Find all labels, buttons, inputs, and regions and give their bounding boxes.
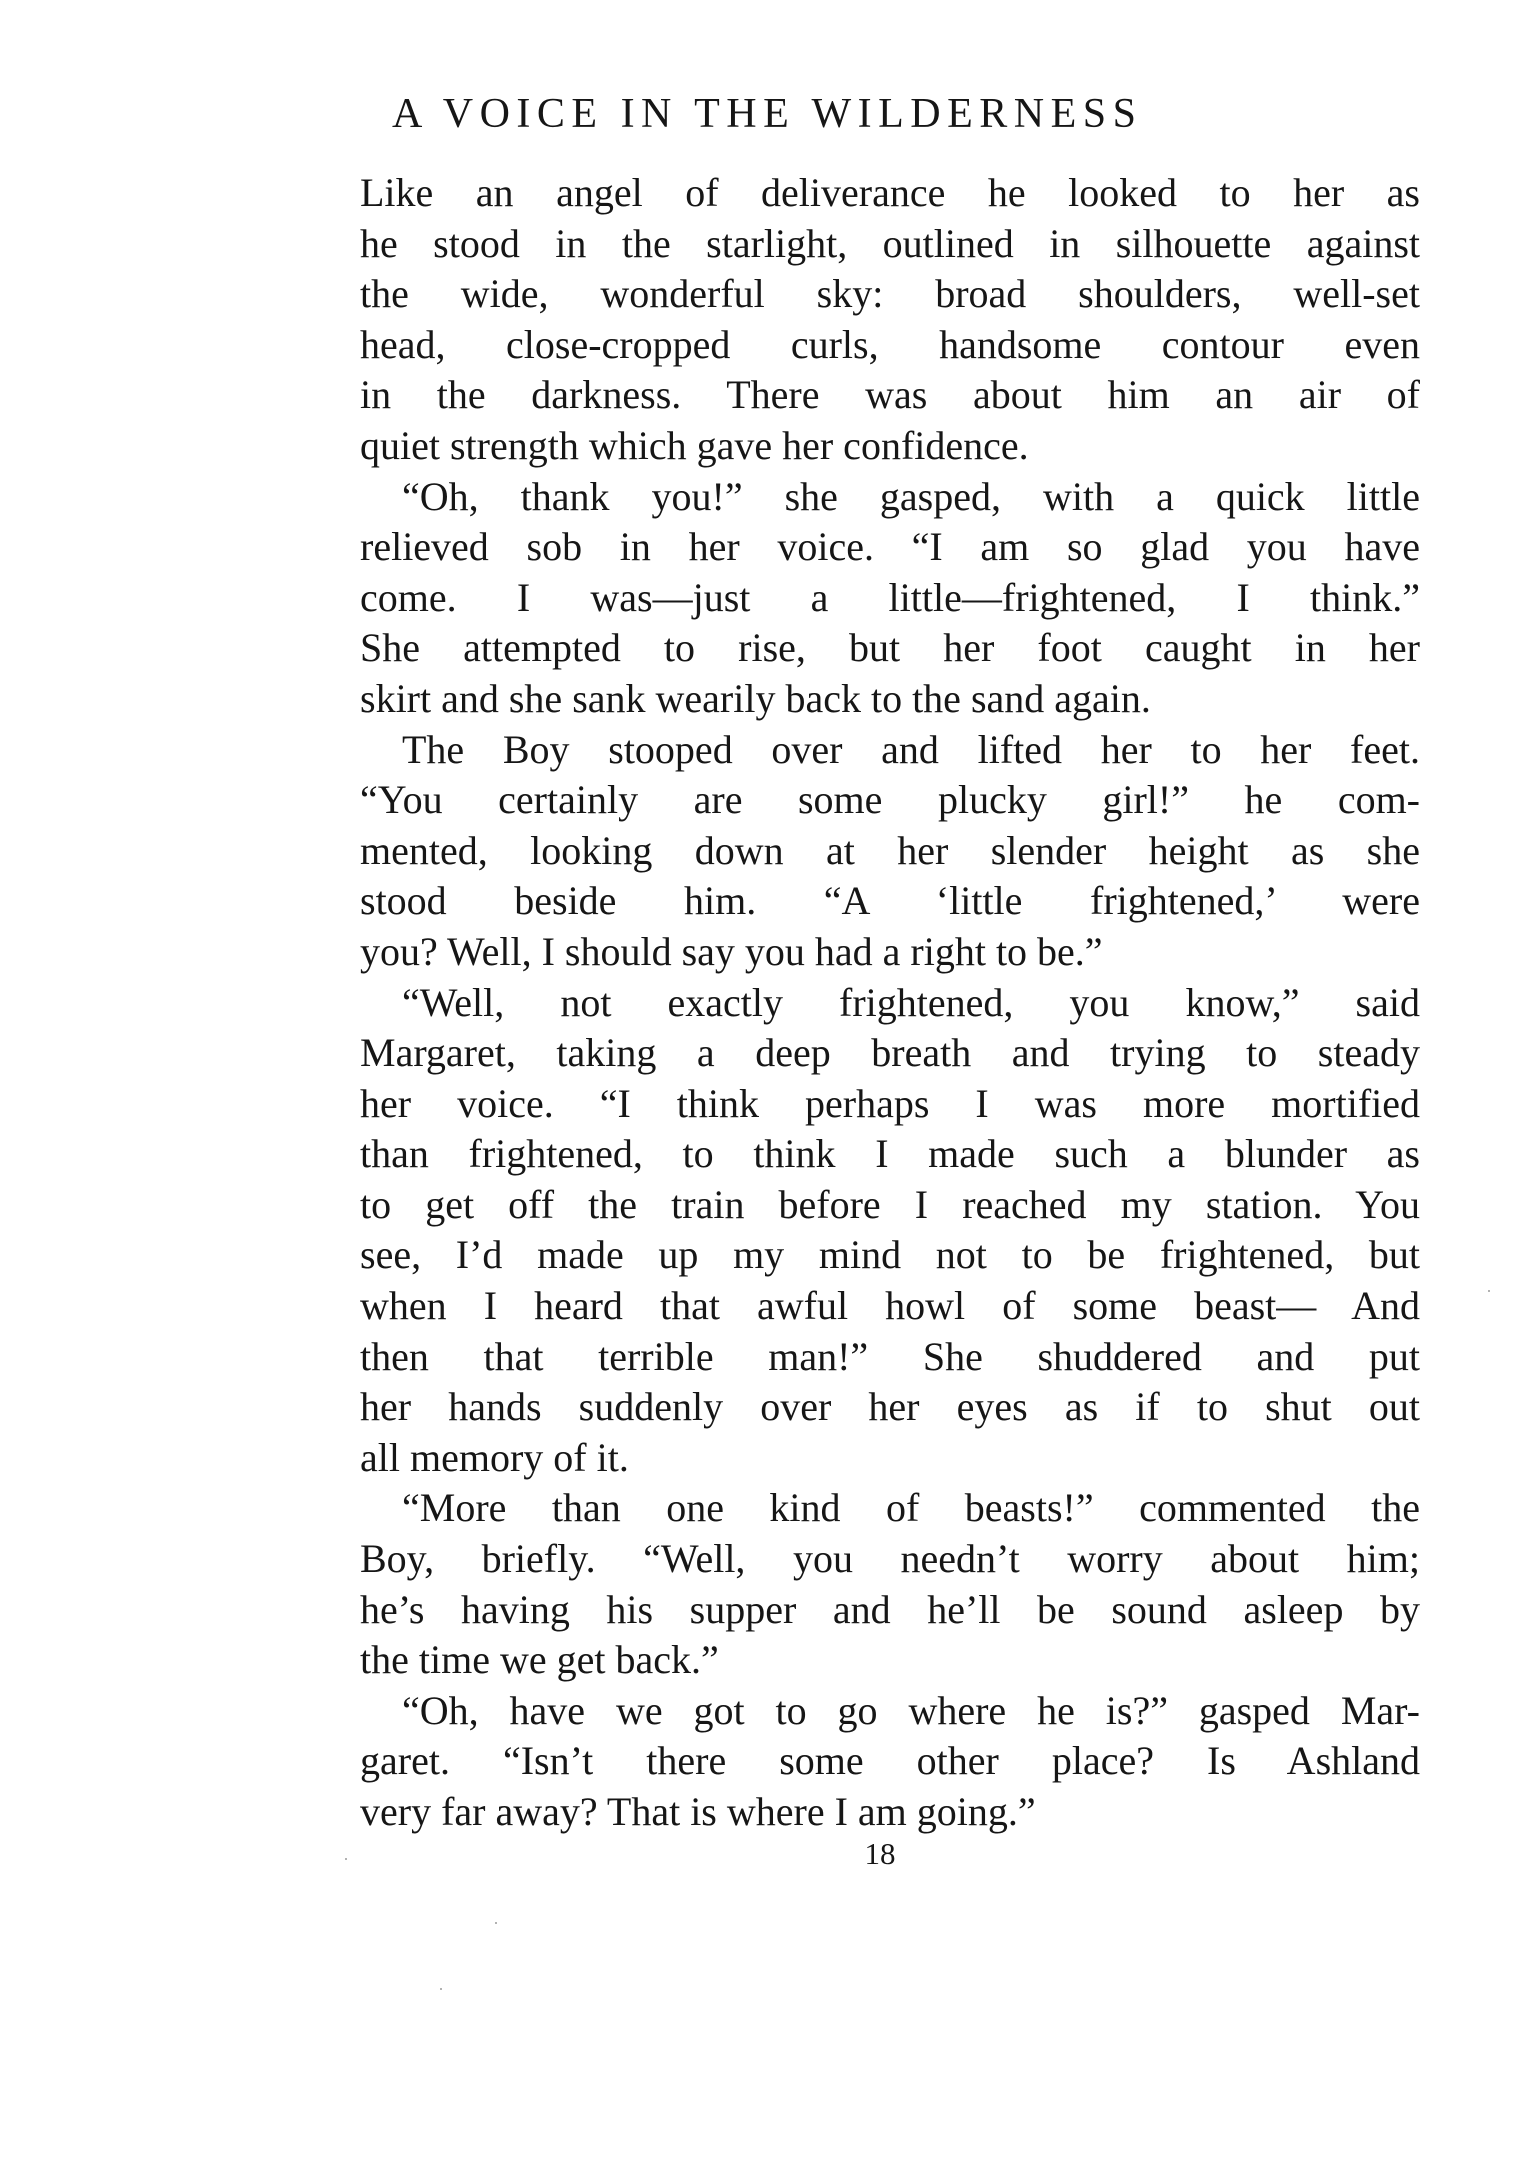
- text-line: come. I was—just a little—frightened, I think.”: [360, 574, 1420, 620]
- text-line: head, close-cropped curls, handsome contour even: [360, 321, 1420, 367]
- text-line: garet. “Isn’t there some other place? Is Ashland: [360, 1738, 1420, 1784]
- text-line: relieved sob in her voice. “I am so glad you have: [360, 524, 1420, 570]
- paragraph: [360, 978, 1420, 1484]
- paragraph: [360, 168, 1420, 472]
- text-line: in the darkness. There was about him an air of: [360, 372, 1420, 418]
- paragraph: [360, 1686, 1420, 1838]
- running-head: A VOICE IN THE WILDERNESS: [392, 91, 1143, 137]
- text-line: The Boy stooped over and lifted her to her feet.: [402, 726, 1420, 772]
- text-line: than frightened, to think I made such a blunder as: [360, 1131, 1420, 1177]
- paragraph: [360, 472, 1420, 725]
- text-line: to get off the train before I reached my station. You: [360, 1181, 1420, 1227]
- text-line: then that terrible man!” She shuddered and put: [360, 1333, 1420, 1379]
- text-line: She attempted to rise, but her foot caught in her: [360, 625, 1420, 671]
- text-line: very far away? That is where I am going.”: [360, 1789, 1036, 1834]
- text-line: Like an angel of deliverance he looked to her as: [360, 170, 1420, 215]
- text-line: her hands suddenly over her eyes as if to shut out: [360, 1384, 1420, 1430]
- text-line: “More than one kind of beasts!” commented the: [402, 1485, 1420, 1531]
- text-line: Margaret, taking a deep breath and trying to steady: [360, 1030, 1420, 1076]
- text-line: skirt and she sank wearily back to the sand again.: [360, 675, 1151, 721]
- text-line: “Well, not exactly frightened, you know,” said: [402, 979, 1420, 1025]
- text-line: he stood in the starlight, outlined in silhouette against: [360, 220, 1420, 266]
- text-line: the wide, wonderful sky: broad shoulders, well-set: [360, 271, 1420, 317]
- scan-speck: [345, 1858, 347, 1860]
- text-line: the time we get back.”: [360, 1637, 719, 1683]
- text-line: mented, looking down at her slender height as she: [360, 827, 1420, 873]
- scan-speck: [495, 1922, 497, 1924]
- text-line: see, I’d made up my mind not to be frightened, but: [360, 1232, 1420, 1278]
- scan-speck: [1488, 1290, 1490, 1292]
- text-line: stood beside him. “A ‘little frightened,’ were: [360, 878, 1420, 924]
- text-line: all memory of it.: [360, 1434, 629, 1480]
- page-number: 18: [864, 1836, 896, 1871]
- text-line: “You certainly are some plucky girl!” he com-: [360, 777, 1420, 823]
- text-line: her voice. “I think perhaps I was more mortified: [360, 1080, 1420, 1126]
- text-line: you? Well, I should say you had a right to be.”: [360, 928, 1103, 974]
- paragraph: [360, 1483, 1420, 1685]
- text-line: Boy, briefly. “Well, you needn’t worry about him;: [360, 1536, 1420, 1582]
- scan-speck: [440, 1988, 442, 1990]
- text-line: “Oh, have we got to go where he is?” gasped Mar-: [402, 1687, 1420, 1733]
- text-line: quiet strength which gave her confidence.: [360, 422, 1029, 468]
- text-line: when I heard that awful howl of some beast— And: [360, 1283, 1420, 1329]
- text-line: “Oh, thank you!” she gasped, with a quick little: [402, 473, 1420, 519]
- body-text: [360, 168, 1420, 1838]
- paragraph: [360, 725, 1420, 978]
- text-line: he’s having his supper and he’ll be sound asleep by: [360, 1586, 1420, 1632]
